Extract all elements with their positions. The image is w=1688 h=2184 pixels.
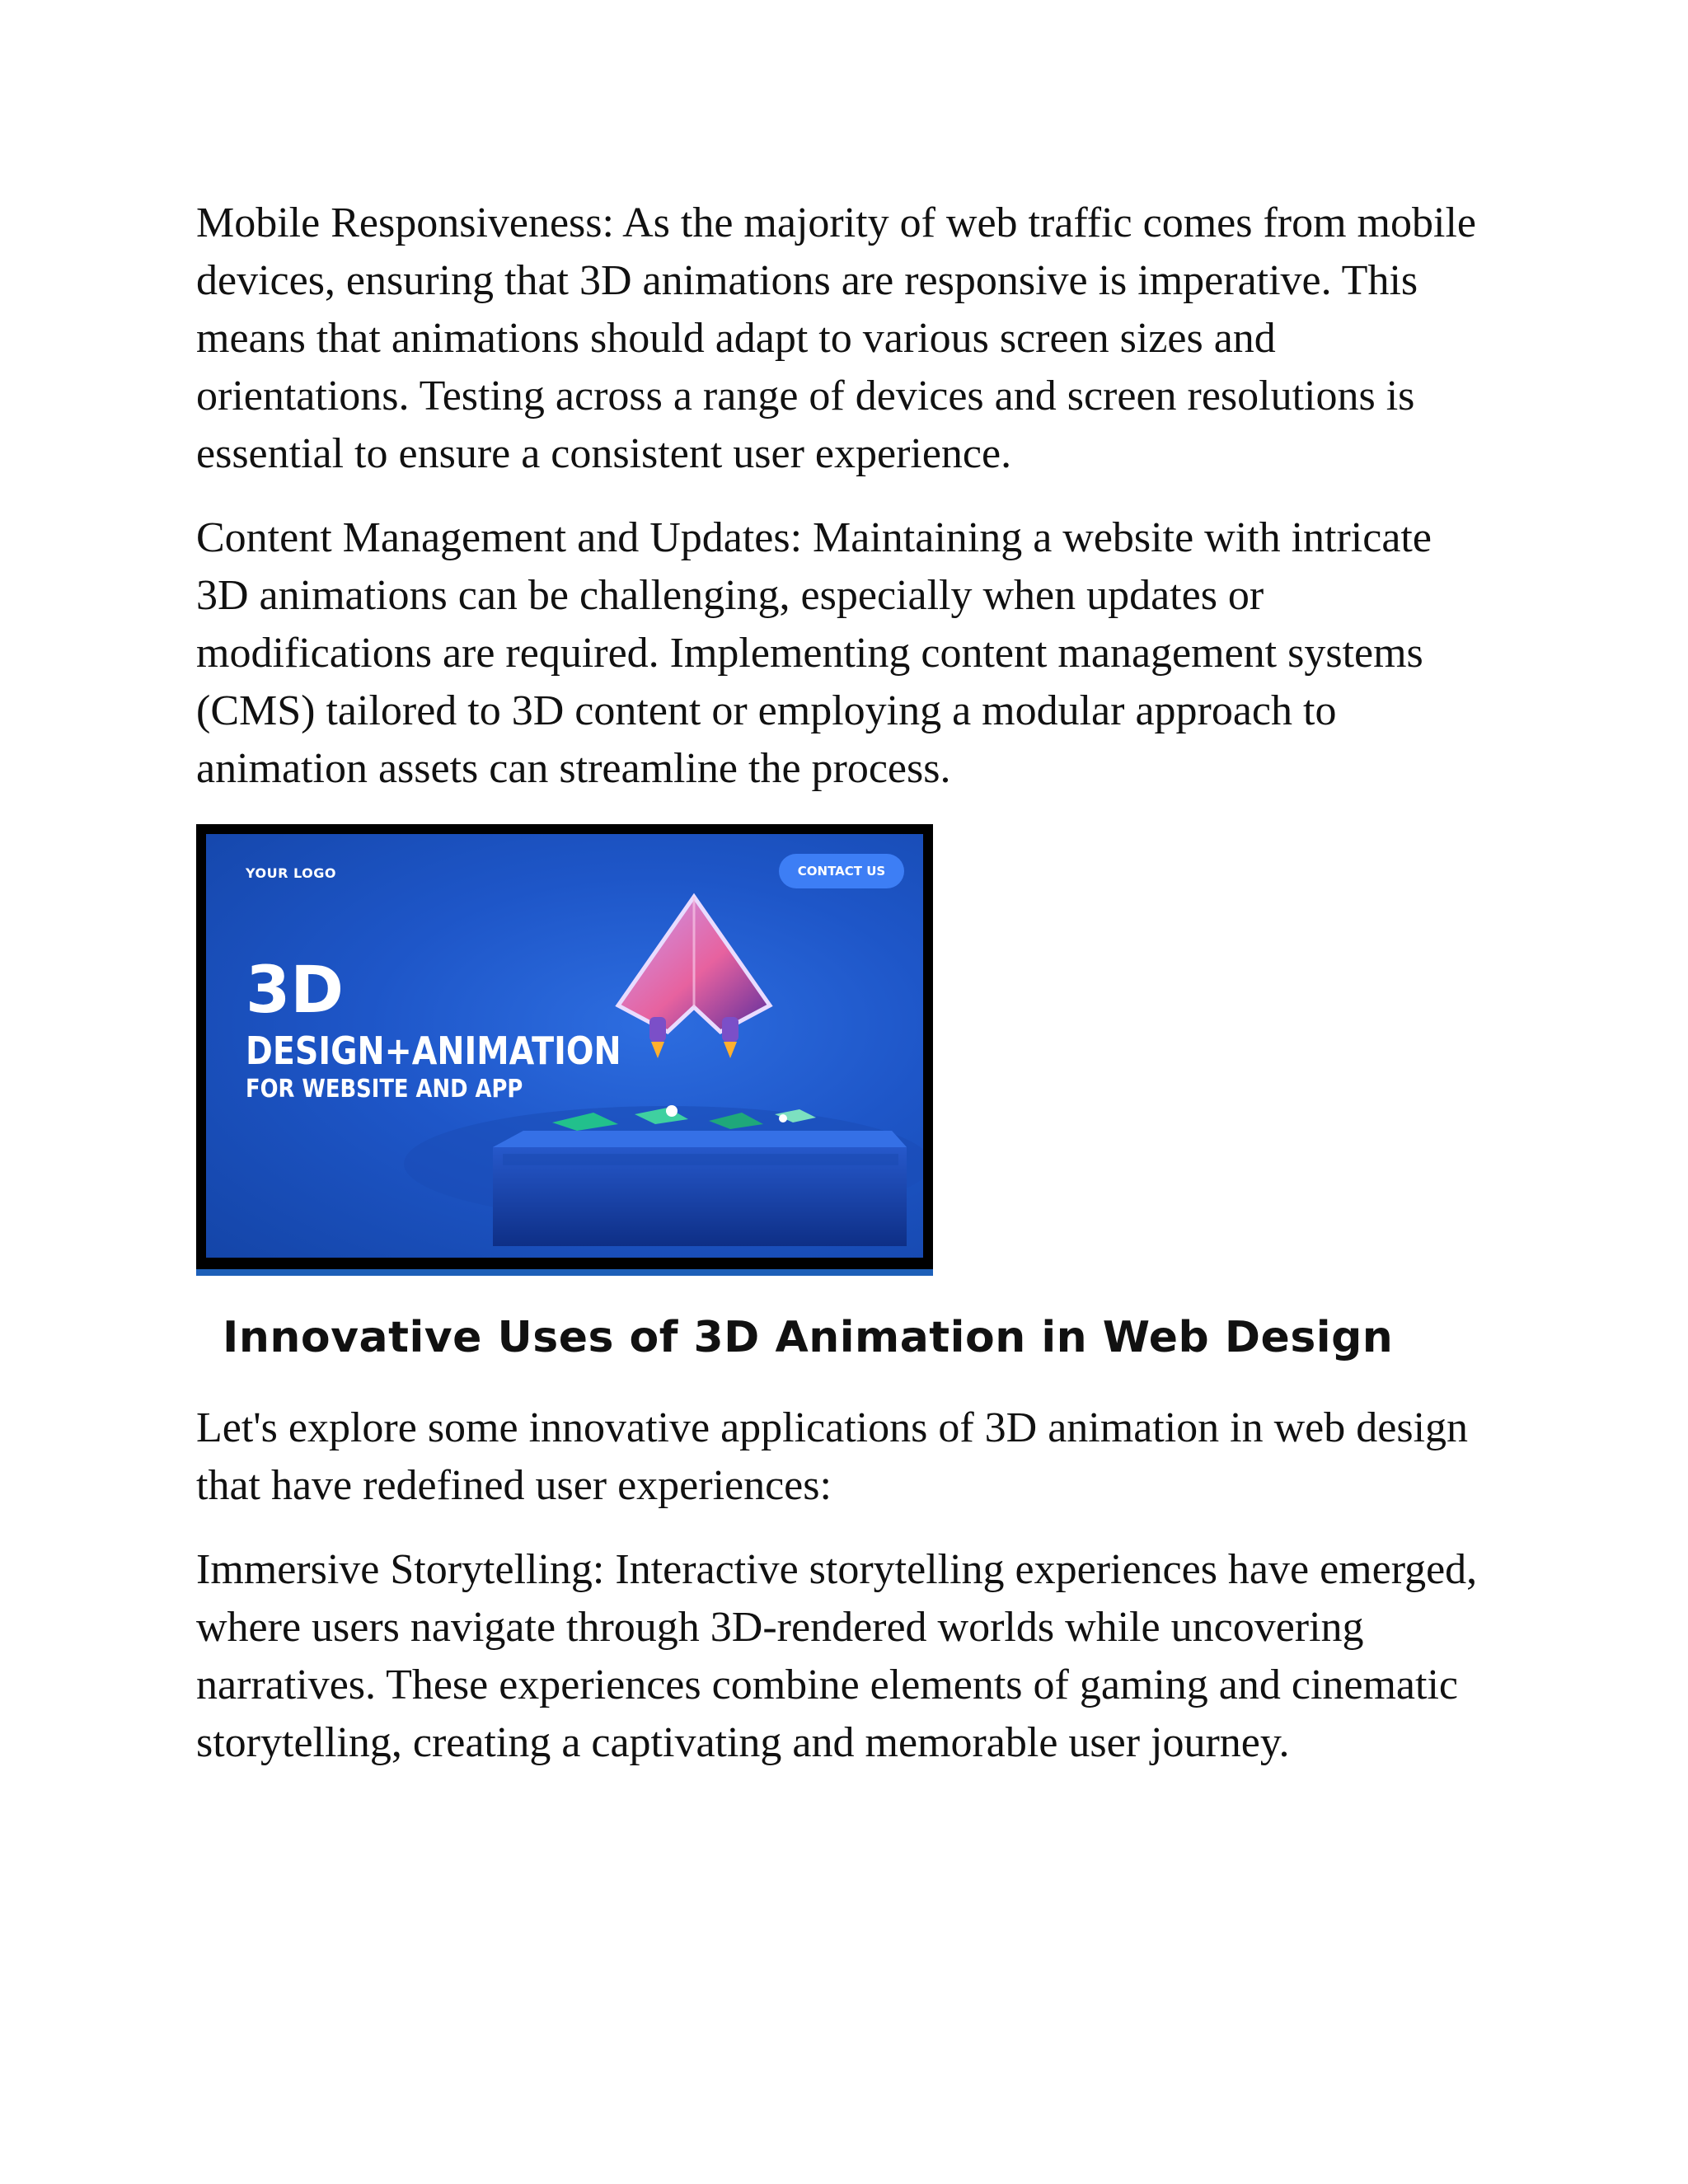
- section-heading: Innovative Uses of 3D Animation in Web Design: [223, 1313, 1394, 1362]
- paragraph-explore: Let's explore some innovative applications of 3D animation in web design that have redefined user experiences:: [196, 1404, 1469, 1509]
- banner-image: [196, 824, 933, 1276]
- paragraph-content-management: Content Management and Updates: Maintaining a website with intricate 3D animations can be challenging, especially when updates or modifications are required. Implementing content management systems (CMS) tailored to 3D content or employing a modular approach to animation assets can streamline the process.: [196, 514, 1432, 792]
- paragraph-mobile-responsiveness: Mobile Responsiveness: As the majority of web traffic comes from mobile devices, ensuring that 3D animations are responsive is imperative. This means that animations should adapt to various screen sizes and orientations. Testing across a range of devices and screen resolutions is essential to ensure a consistent user experience.: [196, 199, 1476, 477]
- paragraph-immersive-storytelling: Immersive Storytelling: Interactive storytelling experiences have emerged, where users navigate through 3D-rendered worlds while uncovering narratives. These experiences combine elements of gaming and cinematic storytelling, creating a captivating and memorable user journey.: [196, 1546, 1478, 1766]
- banner-title-3d: 3D: [246, 954, 345, 1028]
- banner-logo-text: YOUR LOGO: [246, 865, 336, 881]
- banner-canvas: [206, 834, 923, 1258]
- banner-contact-button: CONTACT US: [779, 854, 904, 888]
- banner-bottom-bar: [196, 1269, 933, 1276]
- banner-subtitle: FOR WEBSITE AND APP: [246, 1075, 523, 1104]
- banner-title-main: DESIGN+ANIMATION: [246, 1029, 621, 1073]
